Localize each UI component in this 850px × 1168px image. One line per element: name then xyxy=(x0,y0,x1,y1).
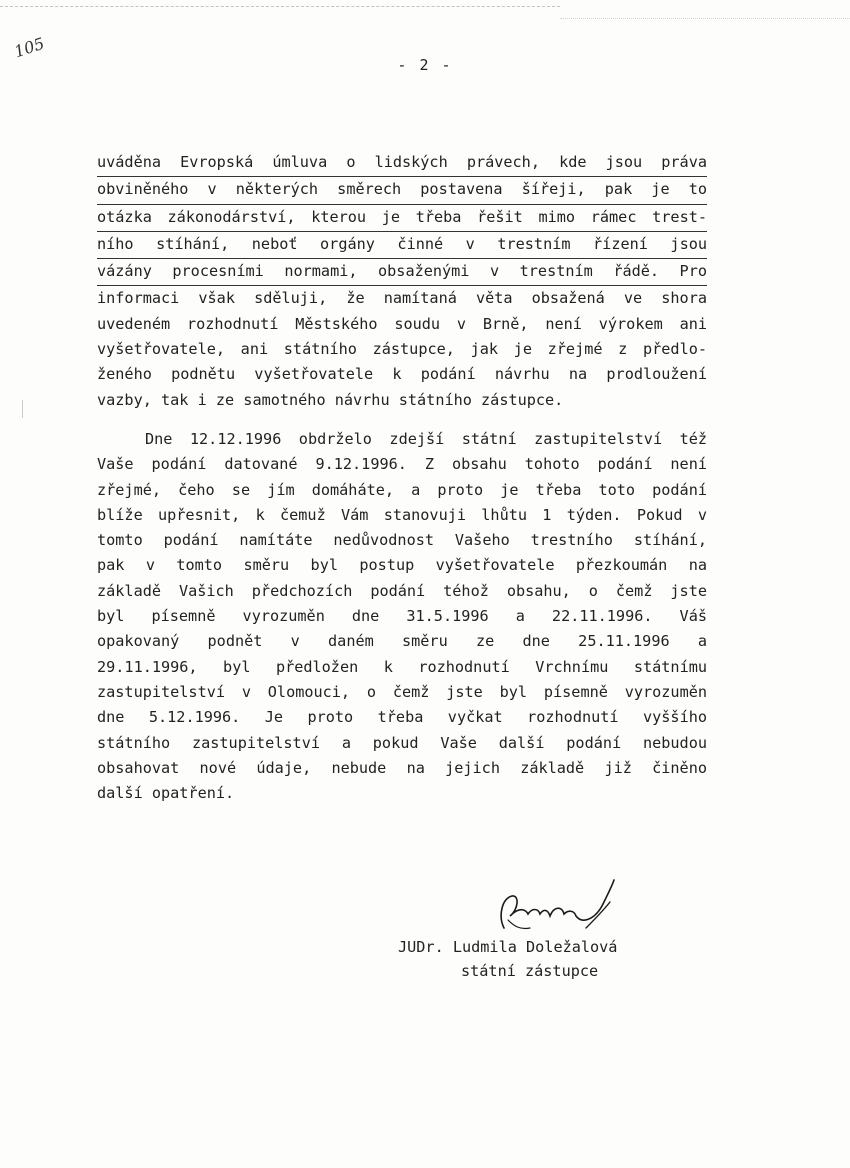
text-line: 29.11.1996, byl předložen k rozhodnutí Vrchnímu státnímu xyxy=(97,657,707,676)
signer-role: státní zástupce xyxy=(461,962,599,980)
text-line: otázka zákonodárství, kterou je třeba řešit mimo rámec trest- xyxy=(97,205,707,232)
text-line: zastupitelství v Olomouci, o čemž jste byl písemně vyrozuměn xyxy=(97,682,707,701)
scan-artifact xyxy=(0,6,560,7)
text-line: pak v tomto směru byl postup vyšetřovatele přezkoumán na xyxy=(97,556,707,575)
text-line: dne 5.12.1996. Je proto třeba vyčkat rozhodnutí vyššího xyxy=(97,708,707,727)
text-line: vazby, tak i ze samotného návrhu státního zástupce. xyxy=(97,390,564,409)
signer-name: JUDr. Ludmila Doležalová xyxy=(398,938,618,956)
text-line: tomto podání namítáte nedůvodnost Vašeho trestního stíhání, xyxy=(97,531,707,550)
text-line: uvedeném rozhodnutí Městského soudu v Brně, není výrokem ani xyxy=(97,314,707,333)
text-line: Vaše podání datované 9.12.1996. Z obsahu tohoto podání není xyxy=(97,455,707,474)
handwritten-signature xyxy=(490,876,630,946)
scan-artifact xyxy=(22,400,27,418)
text-line: zřejmé, čeho se jím domáháte, a proto je třeba toto podání xyxy=(97,480,707,499)
text-line: Dne 12.12.1996 obdrželo zdejší státní zastupitelství též xyxy=(145,430,707,448)
text-line: byl písemně vyrozuměn dne 31.5.1996 a 22.11.1996. Váš xyxy=(97,607,707,626)
paragraph-2 xyxy=(97,427,707,806)
page-number: - 2 - xyxy=(397,56,453,74)
signature-block xyxy=(0,870,850,990)
paragraph-1 xyxy=(97,150,707,413)
scan-artifact xyxy=(560,18,850,19)
handwritten-page-note: 105 xyxy=(11,33,47,62)
text-line: blíže upřesnit, k čemuž Vám stanovuji lhůtu 1 týden. Pokud v xyxy=(97,505,707,524)
text-line: obsahovat nové údaje, nebude na jejich základě již činěno xyxy=(97,758,707,777)
text-line: další opatření. xyxy=(97,784,235,803)
text-line: vázány procesními normami, obsaženými v trestním řádě. Pro xyxy=(97,259,707,286)
text-line: ženého podnětu vyšetřovatele k podání návrhu na prodloužení xyxy=(97,365,707,384)
text-line: státního zastupitelství a pokud Vaše další podání nebudou xyxy=(97,733,707,752)
text-line: vyšetřovatele, ani státního zástupce, jak je zřejmé z předlo- xyxy=(97,340,707,359)
text-line: obviněného v některých směrech postavena šířeji, pak je to xyxy=(97,177,707,204)
text-line: informaci však sděluji, že namítaná věta obsažená ve shora xyxy=(97,289,707,308)
text-line: ního stíhání, neboť orgány činné v trestním řízení jsou xyxy=(97,232,707,259)
text-line: opakovaný podnět v daném směru ze dne 25.11.1996 a xyxy=(97,632,707,651)
text-line: základě Vašich předchozích podání téhož obsahu, o čemž jste xyxy=(97,581,707,600)
text-line: uváděna Evropská úmluva o lidských právech, kde jsou práva xyxy=(97,150,707,177)
